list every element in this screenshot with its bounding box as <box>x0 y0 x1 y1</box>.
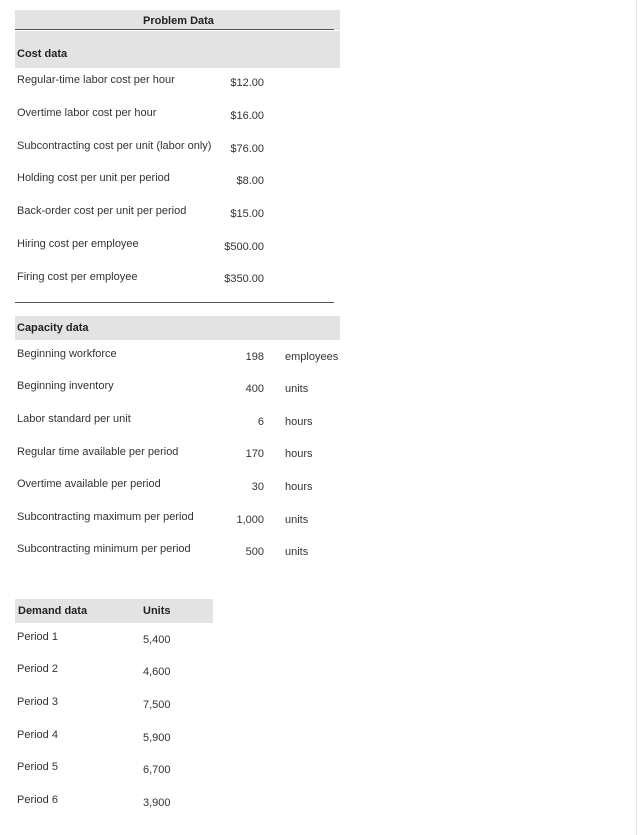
cost-row-value: $350.00 <box>224 273 264 285</box>
cost-row-value: $15.00 <box>230 208 264 220</box>
capacity-row-label: Beginning workforce <box>17 348 117 360</box>
demand-row-label: Period 6 <box>17 794 58 806</box>
capacity-row-unit: units <box>285 546 309 558</box>
title-underline <box>15 29 334 30</box>
demand-row-value: 5,400 <box>143 634 171 646</box>
capacity-row-unit: hours <box>285 416 313 428</box>
demand-row-label: Period 3 <box>17 696 58 708</box>
demand-row-value: 3,900 <box>143 797 171 809</box>
cost-row-label: Hiring cost per employee <box>17 238 139 250</box>
page-title: Problem Data <box>143 15 214 27</box>
capacity-row-value: 198 <box>245 351 264 363</box>
capacity-row-unit: employees <box>285 351 339 363</box>
cost-row-value: $16.00 <box>230 110 264 122</box>
capacity-section-header: Capacity data <box>17 322 89 334</box>
cost-row-value: $8.00 <box>236 175 264 187</box>
page-right-edge <box>636 0 637 835</box>
capacity-row-label: Overtime available per period <box>17 478 161 490</box>
cost-row-label: Overtime labor cost per hour <box>17 107 157 119</box>
demand-row-label: Period 1 <box>17 631 58 643</box>
cost-row-label: Holding cost per unit per period <box>17 172 170 184</box>
capacity-row-label: Labor standard per unit <box>17 413 131 425</box>
capacity-row-value: 30 <box>251 481 264 493</box>
capacity-row-unit: hours <box>285 448 313 460</box>
demand-row-label: Period 2 <box>17 663 58 675</box>
capacity-row-unit: units <box>285 383 309 395</box>
capacity-row-label: Subcontracting minimum per period <box>17 543 191 555</box>
capacity-row-value: 500 <box>245 546 264 558</box>
capacity-row-label: Beginning inventory <box>17 380 114 392</box>
capacity-row-unit: units <box>285 514 309 526</box>
cost-row-value: $500.00 <box>224 241 264 253</box>
cost-row-label: Subcontracting cost per unit (labor only) <box>17 140 212 152</box>
cost-section-divider <box>15 302 334 303</box>
capacity-row-value: 6 <box>257 416 264 428</box>
demand-row-value: 4,600 <box>143 666 171 678</box>
demand-units-header: Units <box>143 605 171 617</box>
demand-row-value: 7,500 <box>143 699 171 711</box>
cost-section-header: Cost data <box>17 48 68 60</box>
capacity-row-label: Regular time available per period <box>17 446 179 458</box>
cost-row-value: $12.00 <box>230 77 264 89</box>
capacity-row-value: 170 <box>245 448 264 460</box>
cost-row-label: Back-order cost per unit per period <box>17 205 187 217</box>
cost-row-label: Regular-time labor cost per hour <box>17 74 175 86</box>
demand-row-value: 6,700 <box>143 764 171 776</box>
demand-row-label: Period 5 <box>17 761 58 773</box>
demand-section-header: Demand data <box>18 605 88 617</box>
capacity-row-unit: hours <box>285 481 313 493</box>
cost-row-value: $76.00 <box>230 143 264 155</box>
capacity-row-value: 1,000 <box>236 514 264 526</box>
demand-row-value: 5,900 <box>143 732 171 744</box>
cost-row-label: Firing cost per employee <box>17 271 138 283</box>
demand-row-label: Period 4 <box>17 729 58 741</box>
capacity-row-label: Subcontracting maximum per period <box>17 511 194 523</box>
capacity-row-value: 400 <box>245 383 264 395</box>
